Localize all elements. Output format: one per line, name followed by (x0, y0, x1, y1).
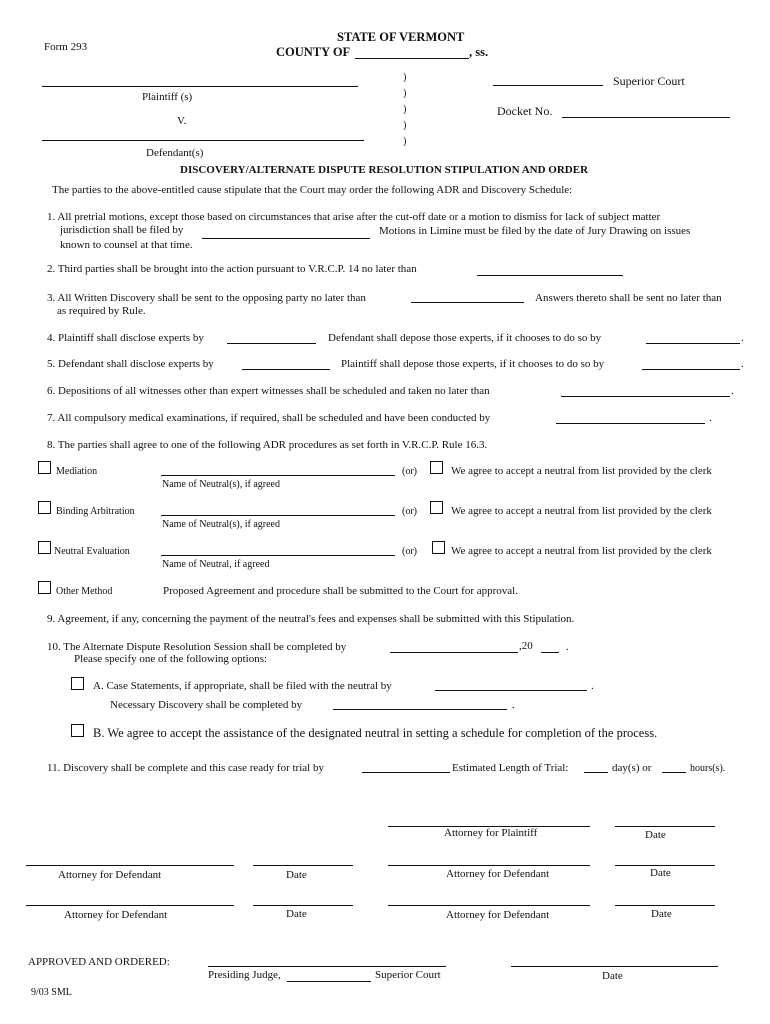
plaintiff-date-field[interactable] (615, 826, 715, 827)
item-9-text: 9. Agreement, if any, concerning the payment of the neutral's fees and expenses shall be submitted with this Stipulation. (47, 613, 575, 625)
period: . (741, 358, 744, 370)
item-3-text: 3. All Written Discovery shall be sent to the opposing party no later than (47, 292, 366, 304)
period: . (566, 641, 569, 653)
neutral-evaluation-checkbox[interactable] (38, 541, 51, 554)
county-field[interactable] (355, 58, 469, 59)
superior-court-label: Superior Court (613, 74, 685, 88)
trial-length-label: Estimated Length of Trial: (452, 762, 569, 774)
item-3-text: Answers thereto shall be sent no later than (535, 292, 722, 304)
paren: ) (403, 136, 407, 147)
arbitration-neutral-field[interactable] (161, 515, 395, 516)
item-5-text: 5. Defendant shall disclose experts by (47, 358, 214, 370)
paren: ) (403, 88, 407, 99)
item-8-text: 8. The parties shall agree to one of the following ADR procedures as set forth in V.R.C.P. Rule 16.3. (47, 439, 488, 451)
defendant-date-field[interactable] (253, 865, 353, 866)
item-7-text: 7. All compulsory medical examinations, if required, shall be scheduled and have been conducted by (47, 412, 491, 424)
mediation-label: Mediation (56, 466, 98, 477)
necessary-discovery-date-field[interactable] (333, 709, 507, 710)
evaluation-neutral-field[interactable] (161, 555, 395, 556)
other-method-label: Other Method (56, 586, 113, 597)
mediation-clerk-list-checkbox[interactable] (430, 461, 443, 474)
item-10-text: 10. The Alternate Dispute Resolution Session shall be completed by (47, 641, 347, 653)
defendant-date-field[interactable] (615, 865, 715, 866)
hours-label: hours(s). (690, 763, 726, 774)
or-label: (or) (402, 546, 417, 557)
form-number: Form 293 (44, 41, 88, 53)
depose-defendant-experts-date-field[interactable] (642, 369, 740, 370)
mediation-neutral-field[interactable] (161, 475, 395, 476)
defendant-date-field[interactable] (253, 905, 353, 906)
plaintiff-experts-date-field[interactable] (227, 343, 316, 344)
period: . (741, 332, 744, 344)
attorney-defendant-signature-field[interactable] (388, 865, 590, 866)
days-label: day(s) or (612, 762, 652, 774)
arbitration-clerk-list-checkbox[interactable] (430, 501, 443, 514)
option-a-text: A. Case Statements, if appropriate, shall be filed with the neutral by (93, 680, 392, 692)
period: . (731, 385, 734, 397)
other-method-text: Proposed Agreement and procedure shall be submitted to the Court for approval. (163, 585, 518, 597)
clerk-list-label: We agree to accept a neutral from list provided by the clerk (451, 465, 712, 477)
date-label: Date (602, 970, 623, 982)
evaluation-clerk-list-checkbox[interactable] (432, 541, 445, 554)
item-1-text: 1. All pretrial motions, except those based on circumstances that arise after the cut-off date or a motion to dismiss for lack of subject matter (47, 211, 661, 223)
form-footer-code: 9/03 SML (31, 987, 72, 998)
date-label: Date (286, 869, 307, 881)
trial-hours-field[interactable] (662, 772, 686, 773)
plaintiff-field[interactable] (42, 86, 358, 87)
approved-ordered-label: APPROVED AND ORDERED: (28, 956, 170, 968)
pretrial-motions-date-field[interactable] (202, 238, 370, 239)
versus-label: V. (177, 115, 187, 127)
date-label: Date (645, 829, 666, 841)
clerk-list-label: We agree to accept a neutral from list provided by the clerk (451, 545, 712, 557)
superior-court-caption: Superior Court (375, 969, 441, 981)
paren: ) (403, 104, 407, 115)
court-name-field[interactable] (287, 981, 371, 982)
attorney-defendant-label: Attorney for Defendant (446, 868, 550, 880)
attorney-defendant-label: Attorney for Defendant (58, 869, 162, 881)
paren: ) (403, 72, 407, 83)
attorney-defendant-label: Attorney for Defendant (446, 909, 550, 921)
defendant-label: Defendant(s) (146, 147, 204, 159)
item-3-text: as required by Rule. (57, 305, 146, 317)
presiding-judge-label: Presiding Judge, (208, 969, 281, 981)
defendant-experts-date-field[interactable] (242, 369, 330, 370)
plaintiff-label: Plaintiff (s) (142, 91, 193, 103)
intro-text: The parties to the above-entitled cause stipulate that the Court may order the following ADR and Discovery Schedule: (52, 184, 573, 196)
mediation-checkbox[interactable] (38, 461, 51, 474)
or-label: (or) (402, 466, 417, 477)
form-title: DISCOVERY/ALTERNATE DISPUTE RESOLUTION STIPULATION AND ORDER (180, 164, 589, 176)
item-6-text: 6. Depositions of all witnesses other than expert witnesses shall be scheduled and taken no later than (47, 385, 490, 397)
neutral-evaluation-label: Neutral Evaluation (54, 546, 130, 557)
court-field[interactable] (493, 85, 603, 86)
option-a-discovery-text: Necessary Discovery shall be completed by (110, 699, 303, 711)
item-4-text: 4. Plaintiff shall disclose experts by (47, 332, 204, 344)
defendant-date-field[interactable] (615, 905, 715, 906)
attorney-defendant-signature-field[interactable] (26, 865, 234, 866)
attorney-defendant-signature-field[interactable] (388, 905, 590, 906)
date-label: Date (650, 867, 671, 879)
clerk-list-label: We agree to accept a neutral from list provided by the clerk (451, 505, 712, 517)
depose-plaintiff-experts-date-field[interactable] (646, 343, 740, 344)
paren: ) (403, 120, 407, 131)
medical-exams-date-field[interactable] (556, 423, 705, 424)
item-4-text: Defendant shall depose those experts, if it chooses to do so by (328, 332, 602, 344)
binding-arbitration-label: Binding Arbitration (56, 506, 135, 517)
item-1-text: Motions in Limine must be filed by the date of Jury Drawing on issues (379, 225, 691, 237)
item-1-text: jurisdiction shall be filed by (60, 224, 184, 236)
or-label: (or) (402, 506, 417, 517)
binding-arbitration-checkbox[interactable] (38, 501, 51, 514)
neutral-name-caption: Name of Neutral(s), if agreed (162, 519, 280, 530)
other-method-checkbox[interactable] (38, 581, 51, 594)
state-title: STATE OF VERMONT (337, 30, 465, 44)
trial-ready-date-field[interactable] (362, 772, 450, 773)
judge-date-field[interactable] (511, 966, 718, 967)
option-b-text: B. We agree to accept the assistance of the designated neutral in setting a schedule for completion of the process. (93, 726, 658, 740)
trial-days-field[interactable] (584, 772, 608, 773)
item-5-text: Plaintiff shall depose those experts, if it chooses to do so by (341, 358, 605, 370)
attorney-plaintiff-label: Attorney for Plaintiff (444, 827, 538, 839)
county-label: COUNTY OF (276, 45, 351, 59)
year-prefix: ,20 (519, 640, 533, 652)
third-parties-date-field[interactable] (477, 275, 623, 276)
date-label: Date (651, 908, 672, 920)
attorney-defendant-label: Attorney for Defendant (64, 909, 168, 921)
date-label: Date (286, 908, 307, 920)
attorney-defendant-signature-field[interactable] (26, 905, 234, 906)
period: . (591, 680, 594, 692)
docket-label: Docket No. (497, 104, 553, 118)
defendant-field[interactable] (42, 140, 364, 141)
item-11-text: 11. Discovery shall be complete and this case ready for trial by (47, 762, 324, 774)
neutral-name-caption: Name of Neutral, if agreed (162, 559, 270, 570)
item-2-text: 2. Third parties shall be brought into the action pursuant to V.R.C.P. 14 no later than (47, 263, 417, 275)
adr-session-date-field[interactable] (390, 652, 518, 653)
adr-session-year-field[interactable] (541, 652, 559, 653)
period: . (709, 412, 712, 424)
ss-label: , ss. (469, 45, 489, 59)
presiding-judge-signature-field[interactable] (208, 966, 446, 967)
depositions-date-field[interactable] (561, 396, 730, 397)
item-10-instructions: Please specify one of the following options: (74, 653, 268, 665)
item-1-text: known to counsel at that time. (60, 239, 193, 251)
option-a-checkbox[interactable] (71, 677, 84, 690)
written-discovery-date-field[interactable] (411, 302, 524, 303)
docket-field[interactable] (562, 117, 730, 118)
neutral-name-caption: Name of Neutral(s), if agreed (162, 479, 280, 490)
case-statements-date-field[interactable] (435, 690, 587, 691)
option-b-checkbox[interactable] (71, 724, 84, 737)
period: . (512, 699, 515, 711)
